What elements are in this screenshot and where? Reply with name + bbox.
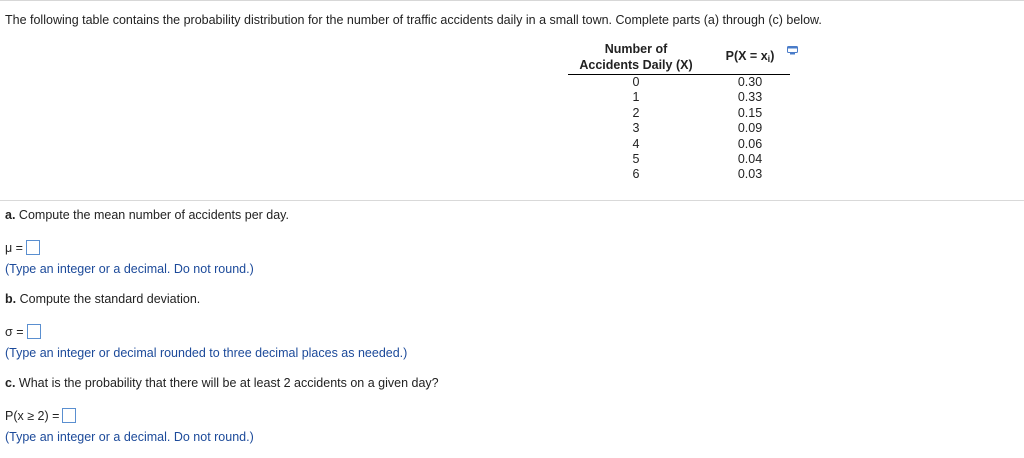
column-header-x bbox=[568, 41, 704, 75]
mean-label: μ = bbox=[5, 240, 23, 255]
top-divider bbox=[0, 0, 1024, 1]
cell-p: 0.09 bbox=[737, 121, 763, 136]
column-header-p-prefix: P(X = x bbox=[725, 49, 768, 63]
table-row bbox=[568, 121, 790, 136]
cell-p: 0.30 bbox=[737, 75, 763, 89]
copy-table-icon[interactable] bbox=[787, 46, 798, 55]
intro-text: The following table contains the probability distribution for the number of traffic accidents daily in a small town. Complete parts (a) through (c) below. bbox=[5, 13, 822, 27]
hint-c: (Type an integer or a decimal. Do not round.) bbox=[5, 430, 254, 444]
cell-p: 0.33 bbox=[737, 90, 763, 105]
question-c-text: What is the probability that there will be at least 2 accidents on a given day? bbox=[18, 376, 439, 390]
mean-input[interactable] bbox=[26, 240, 40, 255]
answer-b-row bbox=[5, 324, 41, 339]
answer-a-row bbox=[5, 240, 40, 255]
cell-x: 4 bbox=[632, 136, 640, 151]
probability-distribution-table bbox=[568, 41, 790, 183]
table-row bbox=[568, 152, 790, 167]
cell-p: 0.06 bbox=[737, 136, 763, 151]
question-a bbox=[5, 208, 289, 222]
cell-x: 1 bbox=[632, 90, 640, 105]
std-dev-label: σ = bbox=[5, 324, 24, 339]
question-b-text: Compute the standard deviation. bbox=[19, 292, 201, 306]
column-header-p-suffix: ) bbox=[770, 49, 775, 63]
question-a-label: a. bbox=[5, 208, 16, 222]
question-a-text: Compute the mean number of accidents per day. bbox=[18, 208, 289, 222]
question-c bbox=[5, 376, 439, 390]
cell-p: 0.03 bbox=[737, 167, 763, 182]
probability-label: P(x ≥ 2) = bbox=[5, 408, 60, 423]
table-row bbox=[568, 75, 790, 91]
table-row bbox=[568, 106, 790, 121]
column-header-p bbox=[704, 41, 790, 75]
cell-x: 0 bbox=[632, 75, 640, 89]
question-b-label: b. bbox=[5, 292, 17, 306]
hint-b: (Type an integer or decimal rounded to three decimal places as needed.) bbox=[5, 346, 408, 360]
question-c-label: c. bbox=[5, 376, 16, 390]
hint-a: (Type an integer or a decimal. Do not round.) bbox=[5, 262, 254, 276]
cell-x: 2 bbox=[632, 105, 640, 120]
table-row bbox=[568, 137, 790, 152]
question-b bbox=[5, 292, 200, 306]
table-row bbox=[568, 90, 790, 105]
table-header-row bbox=[568, 41, 790, 75]
answer-c-row bbox=[5, 408, 76, 423]
column-header-x-line2: Accidents Daily (X) bbox=[579, 58, 693, 72]
column-header-p-sub: i bbox=[767, 54, 771, 64]
probability-input[interactable] bbox=[62, 408, 76, 423]
section-divider bbox=[0, 200, 1024, 201]
cell-p: 0.15 bbox=[737, 105, 763, 120]
std-dev-input[interactable] bbox=[27, 324, 41, 339]
table-row bbox=[568, 167, 790, 182]
column-header-x-line1: Number of bbox=[604, 42, 668, 56]
cell-x: 6 bbox=[632, 167, 640, 182]
cell-x: 5 bbox=[632, 152, 640, 167]
cell-p: 0.04 bbox=[737, 152, 763, 167]
cell-x: 3 bbox=[632, 121, 640, 136]
